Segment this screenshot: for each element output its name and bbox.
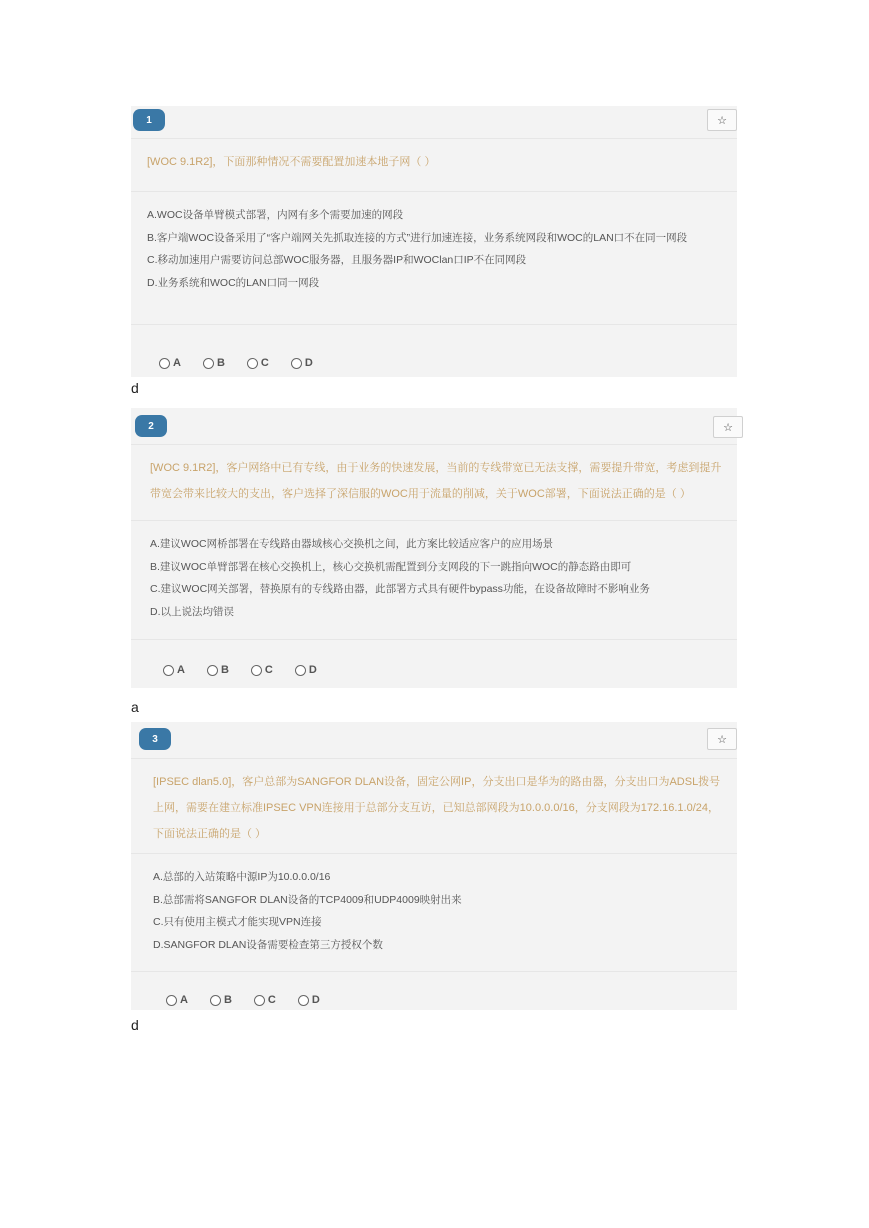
radio-icon[interactable] bbox=[251, 665, 262, 676]
question-card-3 bbox=[131, 722, 737, 1010]
question-number-badge: 2 bbox=[135, 415, 167, 437]
option-a: A.建议WOC网桥部署在专线路由器域核心交换机之间，此方案比较适应客户的应用场景 bbox=[150, 538, 554, 550]
radio-icon[interactable] bbox=[207, 665, 218, 676]
option-d: D.SANGFOR DLAN设备需要检查第三方授权个数 bbox=[153, 938, 383, 951]
choice-b-radio[interactable]: B bbox=[207, 664, 229, 676]
radio-icon[interactable] bbox=[247, 358, 258, 369]
option-b: B.总部需将SANGFOR DLAN设备的TCP4009和UDP4009映射出来 bbox=[153, 893, 462, 906]
choice-d-radio[interactable]: D bbox=[291, 357, 313, 369]
choice-a-radio[interactable]: A bbox=[166, 994, 188, 1006]
question-text: [WOC 9.1R2]，客户网络中已有专线，由于业务的快速发展，当前的专线带宽已无法支撑，需要提升带宽，考虑到提升带宽会带来比较大的支出，客户选择了深信服的WOC用于流量的削减，关于WOC部署，下面说法正确的是（ ） bbox=[150, 462, 722, 500]
option-a: A.总部的入站策略中源IP为10.0.0.0/16 bbox=[153, 871, 331, 883]
question-number-badge: 3 bbox=[139, 728, 171, 750]
answer-text: d bbox=[131, 1017, 139, 1033]
answer-text: d bbox=[131, 380, 139, 396]
choice-a-radio[interactable]: A bbox=[163, 664, 185, 676]
answer-text: a bbox=[131, 699, 139, 715]
option-c: C.建议WOC网关部署，替换原有的专线路由器，此部署方式具有硬件bypass功能，在设备故障时不影响业务 bbox=[150, 583, 650, 595]
choice-a-radio[interactable]: A bbox=[159, 357, 181, 369]
choice-d-radio[interactable]: D bbox=[298, 994, 320, 1006]
question-header bbox=[131, 722, 737, 759]
options-list bbox=[131, 192, 737, 324]
answer-choices bbox=[163, 664, 317, 676]
choice-c-radio[interactable]: C bbox=[247, 357, 269, 369]
choice-c-radio[interactable]: C bbox=[254, 994, 276, 1006]
question-header bbox=[131, 106, 737, 139]
option-d: D.业务系统和WOC的LAN口同一网段 bbox=[147, 276, 320, 289]
answer-choices bbox=[159, 357, 313, 369]
option-a: A.WOC设备单臂模式部署，内网有多个需要加速的网段 bbox=[147, 209, 404, 221]
radio-icon[interactable] bbox=[159, 358, 170, 369]
option-b: B.客户端WOC设备采用了“客户端网关先抓取连接的方式”进行加速连接，业务系统网段和WOC的LAN口不在同一网段 bbox=[147, 231, 688, 244]
choice-b-radio[interactable]: B bbox=[203, 357, 225, 369]
choice-d-radio[interactable]: D bbox=[295, 664, 317, 676]
options-list bbox=[131, 521, 737, 639]
answer-choices bbox=[166, 994, 320, 1006]
option-b: B.建议WOC单臂部署在核心交换机上，核心交换机需配置到分支网段的下一跳指向WOC的静态路由即可 bbox=[150, 560, 632, 573]
radio-icon[interactable] bbox=[295, 665, 306, 676]
radio-icon[interactable] bbox=[166, 995, 177, 1006]
divider bbox=[131, 971, 737, 972]
radio-icon[interactable] bbox=[254, 995, 265, 1006]
options-list bbox=[131, 854, 737, 971]
radio-icon[interactable] bbox=[163, 665, 174, 676]
radio-icon[interactable] bbox=[203, 358, 214, 369]
question-header bbox=[131, 408, 737, 445]
favorite-star-button[interactable]: ☆ bbox=[707, 109, 737, 131]
question-card-1 bbox=[131, 106, 737, 377]
choice-c-radio[interactable]: C bbox=[251, 664, 273, 676]
question-card-2 bbox=[131, 408, 737, 688]
option-c: C.移动加速用户需要访问总部WOC服务器，且服务器IP和WOClan口IP不在同网段 bbox=[147, 254, 527, 266]
radio-icon[interactable] bbox=[210, 995, 221, 1006]
radio-icon[interactable] bbox=[291, 358, 302, 369]
divider bbox=[131, 639, 737, 640]
radio-icon[interactable] bbox=[298, 995, 309, 1006]
favorite-star-button[interactable]: ☆ bbox=[713, 416, 743, 438]
option-d: D.以上说法均错误 bbox=[150, 605, 234, 618]
question-text: [WOC 9.1R2]，下面那种情况不需要配置加速本地子网（ ） bbox=[147, 156, 436, 168]
option-c: C.只有使用主模式才能实现VPN连接 bbox=[153, 916, 322, 928]
question-number-badge: 1 bbox=[133, 109, 165, 131]
question-text: [IPSEC dlan5.0]，客户总部为SANGFOR DLAN设备，固定公网IP，分支出口是华为的路由器，分支出口为ADSL拨号上网，需要在建立标准IPSEC VPN连接用于总部分支互访，已知总部网段为10.0.0.0/16，分支网段为172.16.1.0/24，下面说法正确的是（ ） bbox=[153, 776, 721, 840]
favorite-star-button[interactable]: ☆ bbox=[707, 728, 737, 750]
choice-b-radio[interactable]: B bbox=[210, 994, 232, 1006]
divider bbox=[131, 324, 737, 325]
